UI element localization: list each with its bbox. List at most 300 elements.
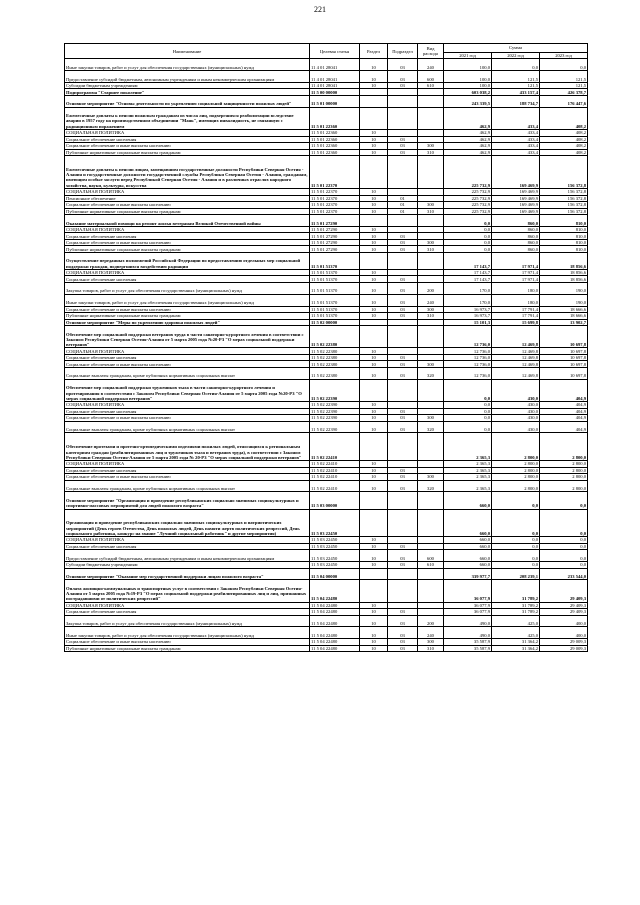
row-target: 11 5 02 22410 [310, 474, 360, 481]
row-section: 10 [360, 269, 388, 276]
row-section: 10 [360, 467, 388, 474]
row-subsection: 03 [388, 408, 418, 415]
row-expense-type [418, 326, 444, 348]
table-row [65, 367, 588, 379]
row-2022: 433,4 [492, 149, 540, 156]
row-2023: 13 902,7 [540, 319, 588, 326]
row-2023: 121,5 [540, 82, 588, 89]
row-section [360, 252, 388, 269]
row-section: 10 [360, 602, 388, 609]
row-name: СОЦИАЛЬНАЯ ПОЛИТИКА [65, 189, 310, 196]
row-name: Социальное обеспечение и иные выплаты населению [65, 306, 310, 313]
row-2022: 0,0 [492, 562, 540, 569]
row-name: Публичные нормативные социальные выплаты гражданам [65, 246, 310, 253]
row-target: 11 5 04 22480 [310, 602, 360, 609]
row-2022: 169 469,9 [492, 195, 540, 202]
row-2022: 180,0 [492, 282, 540, 294]
row-target: 11 5 01 22370 [310, 202, 360, 209]
row-expense-type [418, 379, 444, 401]
row-2023: 18 666,6 [540, 313, 588, 320]
row-target: 11 5 01 51370 [310, 306, 360, 313]
row-2022: 169 469,9 [492, 156, 540, 189]
row-2022: 12 469,8 [492, 326, 540, 348]
header-2023: 2023 год [540, 53, 588, 59]
row-name: Социальное обеспечение населения [65, 543, 310, 550]
row-2021: 100,0 [444, 82, 492, 89]
row-2022: 2 800,0 [492, 474, 540, 481]
row-target: 11 5 04 22480 [310, 580, 360, 602]
row-section [360, 580, 388, 602]
row-2021: 490,0 [444, 615, 492, 627]
row-target: 11 5 01 51370 [310, 294, 360, 306]
row-2021: 462,9 [444, 149, 492, 156]
row-section: 10 [360, 130, 388, 137]
row-2023: 29 409,3 [540, 580, 588, 602]
row-name: Оплата жилищно-коммунальных и транспортных услуг в соответствии с Законом Республики Северная Осетия-Алания от 5 марта 2005 года №19-РЗ "О мерах социальной поддержки реабилитированных лиц и лиц, признанных пострадавшими от политических репрессий" [65, 580, 310, 602]
row-expense-type: 200 [418, 615, 444, 627]
row-name: Социальное обеспечение населения [65, 233, 310, 240]
row-2023: 404,9 [540, 421, 588, 433]
row-subsection: 03 [388, 550, 418, 562]
row-2023: 404,9 [540, 402, 588, 409]
row-target: 11 4 01 28041 [310, 82, 360, 89]
row-expense-type [418, 433, 444, 461]
header-2022: 2022 год [492, 53, 540, 59]
row-2023: 404,9 [540, 379, 588, 401]
row-expense-type [418, 492, 444, 509]
row-expense-type: 310 [418, 313, 444, 320]
row-section [360, 379, 388, 401]
row-expense-type: 300 [418, 415, 444, 422]
row-section: 10 [360, 202, 388, 209]
table-row [65, 156, 588, 189]
row-target: 11 5 01 27290 [310, 246, 360, 253]
row-target: 11 5 02 22410 [310, 467, 360, 474]
row-subsection: 03 [388, 149, 418, 156]
row-name: СОЦИАЛЬНАЯ ПОЛИТИКА [65, 461, 310, 468]
row-2023: 810,0 [540, 226, 588, 233]
row-2021: 12 736,0 [444, 361, 492, 368]
row-2021: 0,0 [444, 379, 492, 401]
row-2023: 0,0 [540, 537, 588, 544]
row-name: Закупка товаров, работ и услуг для обеспечения государственных (муниципальных) нужд [65, 282, 310, 294]
row-2022: 0,0 [492, 492, 540, 509]
row-subsection [388, 215, 418, 227]
row-target: 11 5 02 22390 [310, 402, 360, 409]
row-name: Основное мероприятие "Меры по укреплению здоровья пожилых людей" [65, 319, 310, 326]
row-2023: 810,0 [540, 233, 588, 240]
row-section: 10 [360, 276, 388, 283]
row-2021: 0,0 [444, 239, 492, 246]
row-name: Основное мероприятие "Основы деятельности по укреплению социальной защищенности пожилых людей" [65, 95, 310, 107]
row-2023: 121,5 [540, 71, 588, 83]
table-row [65, 509, 588, 537]
row-expense-type: 200 [418, 282, 444, 294]
row-2022: 860,0 [492, 233, 540, 240]
row-2021: 2 365,3 [444, 474, 492, 481]
row-2022: 121,5 [492, 71, 540, 83]
row-name: Социальное обеспечение населения [65, 136, 310, 143]
row-name: Социальное обеспечение населения [65, 276, 310, 283]
row-2021: 35 587,9 [444, 639, 492, 646]
row-2021: 660,0 [444, 543, 492, 550]
row-subsection: 03 [388, 246, 418, 253]
row-2023: 0,0 [540, 543, 588, 550]
row-2022: 425,0 [492, 615, 540, 627]
row-2021: 12 736,0 [444, 367, 492, 379]
row-2022: 2 800,0 [492, 480, 540, 492]
row-2023: 2 800,0 [540, 480, 588, 492]
row-2023: 404,9 [540, 415, 588, 422]
table-row [65, 282, 588, 294]
row-section: 10 [360, 136, 388, 143]
row-target: 11 5 01 22370 [310, 156, 360, 189]
row-2023: 29 409,3 [540, 602, 588, 609]
row-target: 11 5 02 22380 [310, 354, 360, 361]
row-2023: 0,0 [540, 550, 588, 562]
row-subsection: 03 [388, 282, 418, 294]
row-2022: 31 789,2 [492, 602, 540, 609]
row-name: Предоставление субсидий бюджетным, автономным учреждениям и иным некоммерческим организациям [65, 71, 310, 83]
row-section: 10 [360, 71, 388, 83]
row-2022: 15 699,8 [492, 319, 540, 326]
row-target: 11 5 03 22450 [310, 537, 360, 544]
row-expense-type [418, 95, 444, 107]
row-subsection: 03 [388, 421, 418, 433]
row-target: 11 5 02 22390 [310, 408, 360, 415]
row-name: Оказание материальной помощи на ремонт жилья ветеранам Великой Отечественной войны [65, 215, 310, 227]
row-2021: 462,9 [444, 130, 492, 137]
row-2022: 12 469,8 [492, 348, 540, 355]
row-subsection [388, 95, 418, 107]
row-expense-type [418, 568, 444, 580]
row-expense-type [418, 215, 444, 227]
row-target: 11 5 02 22380 [310, 361, 360, 368]
row-2023: 2 800,0 [540, 467, 588, 474]
row-name: Публичные нормативные социальные выплаты гражданам [65, 208, 310, 215]
row-2022: 12 469,8 [492, 354, 540, 361]
row-name: Ежемесячные доплаты к пенсии пожилым гражданам из числа лиц, подвергшихся реабилитации вследствие аварии в 1957 году на производственном объединении "Маяк", имеющих инвалидность, не связанную с радиационным поражением [65, 107, 310, 129]
row-name: Осуществление переданных полномочий Российской Федерации по предоставлению отдельных мер социальной поддержки граждан, подвергшихся воздействию радиации [65, 252, 310, 269]
row-2023: 408,2 [540, 143, 588, 150]
header-section: Раздел [360, 44, 388, 59]
row-section [360, 326, 388, 348]
row-subsection: 03 [388, 415, 418, 422]
row-2021: 339 977,7 [444, 568, 492, 580]
row-subsection: 03 [388, 543, 418, 550]
row-name: Обеспечение мер социальной поддержки тружеников тыла в части санаторно-курортного лечения и протезирования в соответствии с Законом Республики Северная Осетия-Алания от 5 марта 2005 года №20-РЗ "О мерах социальной поддержки ветеранов" [65, 379, 310, 401]
row-2022: 169 469,9 [492, 202, 540, 209]
row-name: Обеспечение протезами и протезно-ортопедическими изделиями пожилых людей, относящихся к региональным категориям граждан (реабилитированных лиц и тружеников тыла и ветеранов труда), в соответствии с Законом Республики Северная Осетия-Алания от 5 марта 2005 года № 20-РЗ "О мерах социальной поддержки ветеранов" [65, 433, 310, 461]
row-2023: 156 372,8 [540, 208, 588, 215]
row-target: 11 5 03 00000 [310, 492, 360, 509]
row-target: 11 5 02 00000 [310, 319, 360, 326]
row-2021: 12 736,0 [444, 348, 492, 355]
row-2021: 170,0 [444, 282, 492, 294]
row-2023: 29 409,3 [540, 609, 588, 616]
row-2023: 29 009,3 [540, 639, 588, 646]
row-2023: 233 544,0 [540, 568, 588, 580]
row-2023: 2 800,0 [540, 474, 588, 481]
row-section [360, 107, 388, 129]
row-target: 11 5 02 22390 [310, 379, 360, 401]
row-2023: 10 697,8 [540, 354, 588, 361]
row-section: 10 [360, 562, 388, 569]
row-2021: 462,9 [444, 136, 492, 143]
row-2022: 0,0 [492, 509, 540, 537]
row-2022: 433,4 [492, 107, 540, 129]
row-2022: 860,0 [492, 226, 540, 233]
row-2023: 0,0 [540, 59, 588, 71]
row-2021: 2 365,3 [444, 461, 492, 468]
row-name: Предоставление субсидий бюджетным, автономным учреждениям и иным некоммерческим организациям [65, 550, 310, 562]
row-section: 10 [360, 354, 388, 361]
row-subsection: 03 [388, 71, 418, 83]
row-expense-type: 240 [418, 59, 444, 71]
row-section: 10 [360, 82, 388, 89]
row-2021: 36 077,9 [444, 602, 492, 609]
row-2021: 490,0 [444, 627, 492, 639]
row-section: 10 [360, 59, 388, 71]
row-target: 11 5 01 51370 [310, 252, 360, 269]
row-2021: 603 038,2 [444, 89, 492, 96]
row-subsection: 03 [388, 313, 418, 320]
row-subsection: 03 [388, 562, 418, 569]
table-row [65, 107, 588, 129]
row-2021: 660,0 [444, 509, 492, 537]
row-target: 11 5 01 22370 [310, 189, 360, 196]
row-expense-type: 310 [418, 208, 444, 215]
row-name: Социальное обеспечение и иные выплаты населению [65, 474, 310, 481]
row-2021: 225 732,9 [444, 195, 492, 202]
row-target: 11 5 02 22380 [310, 367, 360, 379]
row-subsection: 03 [388, 306, 418, 313]
row-target: 11 5 01 22370 [310, 208, 360, 215]
row-2023: 408,2 [540, 107, 588, 129]
row-2023: 0,0 [540, 562, 588, 569]
row-subsection: 03 [388, 361, 418, 368]
row-section: 10 [360, 639, 388, 646]
row-2021: 36 077,9 [444, 609, 492, 616]
row-2022: 430,0 [492, 408, 540, 415]
row-2021: 100,0 [444, 59, 492, 71]
row-expense-type: 300 [418, 202, 444, 209]
row-expense-type: 300 [418, 306, 444, 313]
row-subsection: 03 [388, 367, 418, 379]
table-row [65, 615, 588, 627]
row-2021: 17 143,7 [444, 252, 492, 269]
row-2022: 430,0 [492, 402, 540, 409]
row-target: 11 5 01 22360 [310, 107, 360, 129]
row-2021: 0,0 [444, 246, 492, 253]
row-target: 11 5 02 22410 [310, 461, 360, 468]
row-target: 11 5 03 22450 [310, 550, 360, 562]
row-2023: 18 856,6 [540, 276, 588, 283]
row-2022: 169 469,9 [492, 189, 540, 196]
row-section: 10 [360, 627, 388, 639]
row-section: 10 [360, 348, 388, 355]
row-section: 10 [360, 408, 388, 415]
row-section: 10 [360, 609, 388, 616]
row-expense-type: 300 [418, 639, 444, 646]
row-target: 11 5 04 22480 [310, 627, 360, 639]
header-sum: Сумма [444, 44, 588, 53]
row-name: СОЦИАЛЬНАЯ ПОЛИТИКА [65, 130, 310, 137]
row-target: 11 5 01 22360 [310, 149, 360, 156]
row-2023: 156 372,8 [540, 189, 588, 196]
table-row [65, 59, 588, 71]
table-row [65, 480, 588, 492]
row-2022: 0,0 [492, 550, 540, 562]
row-2022: 180,0 [492, 294, 540, 306]
row-expense-type: 240 [418, 627, 444, 639]
row-subsection [388, 107, 418, 129]
row-section: 10 [360, 645, 388, 652]
row-section: 10 [360, 461, 388, 468]
table-row [65, 421, 588, 433]
row-subsection: 03 [388, 480, 418, 492]
row-section: 10 [360, 474, 388, 481]
row-2021: 462,9 [444, 107, 492, 129]
row-2021: 36 077,9 [444, 580, 492, 602]
row-target: 11 5 04 22480 [310, 645, 360, 652]
row-2022: 17 791,4 [492, 313, 540, 320]
row-section: 10 [360, 294, 388, 306]
header-expense-type: Вид расхода [418, 44, 444, 59]
row-2023: 176 447,6 [540, 95, 588, 107]
row-target: 11 4 01 28041 [310, 59, 360, 71]
row-section: 10 [360, 537, 388, 544]
table-row [65, 252, 588, 269]
row-2023: 10 697,8 [540, 361, 588, 368]
row-name: Ежемесячные доплаты к пенсии лицам, замещавшим государственные должности Республики Северная Осетия - Алания и государственные должности государственной службы Республики Северная Осетия - Алания, гражданам, имеющим особые заслуги перед Республикой Северная Осетия - Алания и в различных отраслях народного хозяйства, науки, культуры, искусства [65, 156, 310, 189]
row-section: 10 [360, 143, 388, 150]
row-expense-type: 300 [418, 361, 444, 368]
row-target: 11 5 02 22390 [310, 415, 360, 422]
row-expense-type [418, 107, 444, 129]
row-2023: 156 372,8 [540, 195, 588, 202]
row-name: Социальное обеспечение и иные выплаты населению [65, 639, 310, 646]
row-2023: 156 372,8 [540, 156, 588, 189]
row-subsection [388, 568, 418, 580]
row-2023: 400,0 [540, 615, 588, 627]
row-subsection [388, 492, 418, 509]
row-2023: 190,0 [540, 294, 588, 306]
header-subsection: Подраздел [388, 44, 418, 59]
row-section [360, 509, 388, 537]
row-name: Субсидии бюджетным учреждениям [65, 82, 310, 89]
row-expense-type [418, 580, 444, 602]
row-subsection: 03 [388, 82, 418, 89]
row-section: 10 [360, 402, 388, 409]
row-2022: 430,0 [492, 379, 540, 401]
row-2021: 462,9 [444, 143, 492, 150]
row-name: Основное мероприятие "Организация и проведение республиканских социально значимых социокультурных и спортивно-массовых мероприятий для людей пожилого возраста" [65, 492, 310, 509]
row-expense-type: 300 [418, 239, 444, 246]
row-2021: 660,0 [444, 562, 492, 569]
row-section [360, 156, 388, 189]
row-2022: 860,0 [492, 215, 540, 227]
row-2021: 0,0 [444, 215, 492, 227]
row-name: Социальные выплаты гражданам, кроме публичных нормативных социальных выплат [65, 367, 310, 379]
row-2022: 208 239,1 [492, 568, 540, 580]
row-section: 10 [360, 149, 388, 156]
row-expense-type: 600 [418, 550, 444, 562]
row-2023: 29 009,3 [540, 645, 588, 652]
table-row [65, 492, 588, 509]
table-row [65, 645, 588, 652]
row-name: СОЦИАЛЬНАЯ ПОЛИТИКА [65, 602, 310, 609]
row-2022: 430,0 [492, 421, 540, 433]
row-target: 11 5 02 22410 [310, 433, 360, 461]
row-2021: 2 365,3 [444, 433, 492, 461]
row-name: СОЦИАЛЬНАЯ ПОЛИТИКА [65, 402, 310, 409]
row-2022: 169 469,9 [492, 208, 540, 215]
row-section: 10 [360, 189, 388, 196]
row-name: Социальное обеспечение населения [65, 354, 310, 361]
row-section: 10 [360, 226, 388, 233]
table-row [65, 580, 588, 602]
row-2023: 18 666,6 [540, 306, 588, 313]
row-2022: 17 971,4 [492, 269, 540, 276]
row-2022: 17 791,4 [492, 306, 540, 313]
row-2022: 0,0 [492, 543, 540, 550]
row-section [360, 568, 388, 580]
row-2021: 0,0 [444, 421, 492, 433]
row-2023: 400,0 [540, 627, 588, 639]
row-2022: 2 800,0 [492, 467, 540, 474]
row-target: 11 5 00 00000 [310, 89, 360, 96]
row-2023: 10 697,8 [540, 367, 588, 379]
row-expense-type [418, 156, 444, 189]
row-2021: 170,0 [444, 294, 492, 306]
row-expense-type: 320 [418, 421, 444, 433]
row-target: 11 5 03 22450 [310, 562, 360, 569]
header-target: Целевая статья [310, 44, 360, 59]
row-2021: 225 732,9 [444, 202, 492, 209]
row-target: 11 5 01 22360 [310, 143, 360, 150]
row-2023: 408,2 [540, 149, 588, 156]
row-name: Субсидии бюджетным учреждениям [65, 562, 310, 569]
row-subsection: 03 [388, 639, 418, 646]
row-2021: 0,0 [444, 415, 492, 422]
table-row [65, 326, 588, 348]
row-name: Основное мероприятие "Оказание мер государственной поддержки лицам пожилого возраста" [65, 568, 310, 580]
row-2021: 660,0 [444, 492, 492, 509]
row-2021: 17 143,7 [444, 269, 492, 276]
row-name: СОЦИАЛЬНАЯ ПОЛИТИКА [65, 226, 310, 233]
row-name: Иные закупки товаров, работ и услуг для обеспечения государственных (муниципальных) нужд [65, 627, 310, 639]
budget-table [64, 43, 588, 652]
table-row [65, 294, 588, 306]
row-target: 11 5 04 22480 [310, 615, 360, 627]
row-2021: 2 365,3 [444, 480, 492, 492]
row-2021: 225 732,9 [444, 189, 492, 196]
row-name: Публичные нормативные социальные выплаты гражданам [65, 149, 310, 156]
row-2022: 860,0 [492, 239, 540, 246]
row-expense-type [418, 509, 444, 537]
row-target: 11 5 01 27290 [310, 239, 360, 246]
row-section: 10 [360, 246, 388, 253]
row-2021: 17 143,7 [444, 276, 492, 283]
row-section: 10 [360, 421, 388, 433]
row-name: Закупка товаров, работ и услуг для обеспечения государственных (муниципальных) нужд [65, 615, 310, 627]
row-subsection [388, 379, 418, 401]
row-expense-type: 310 [418, 645, 444, 652]
row-2023: 156 372,8 [540, 202, 588, 209]
row-subsection: 01 [388, 195, 418, 202]
row-section: 10 [360, 306, 388, 313]
